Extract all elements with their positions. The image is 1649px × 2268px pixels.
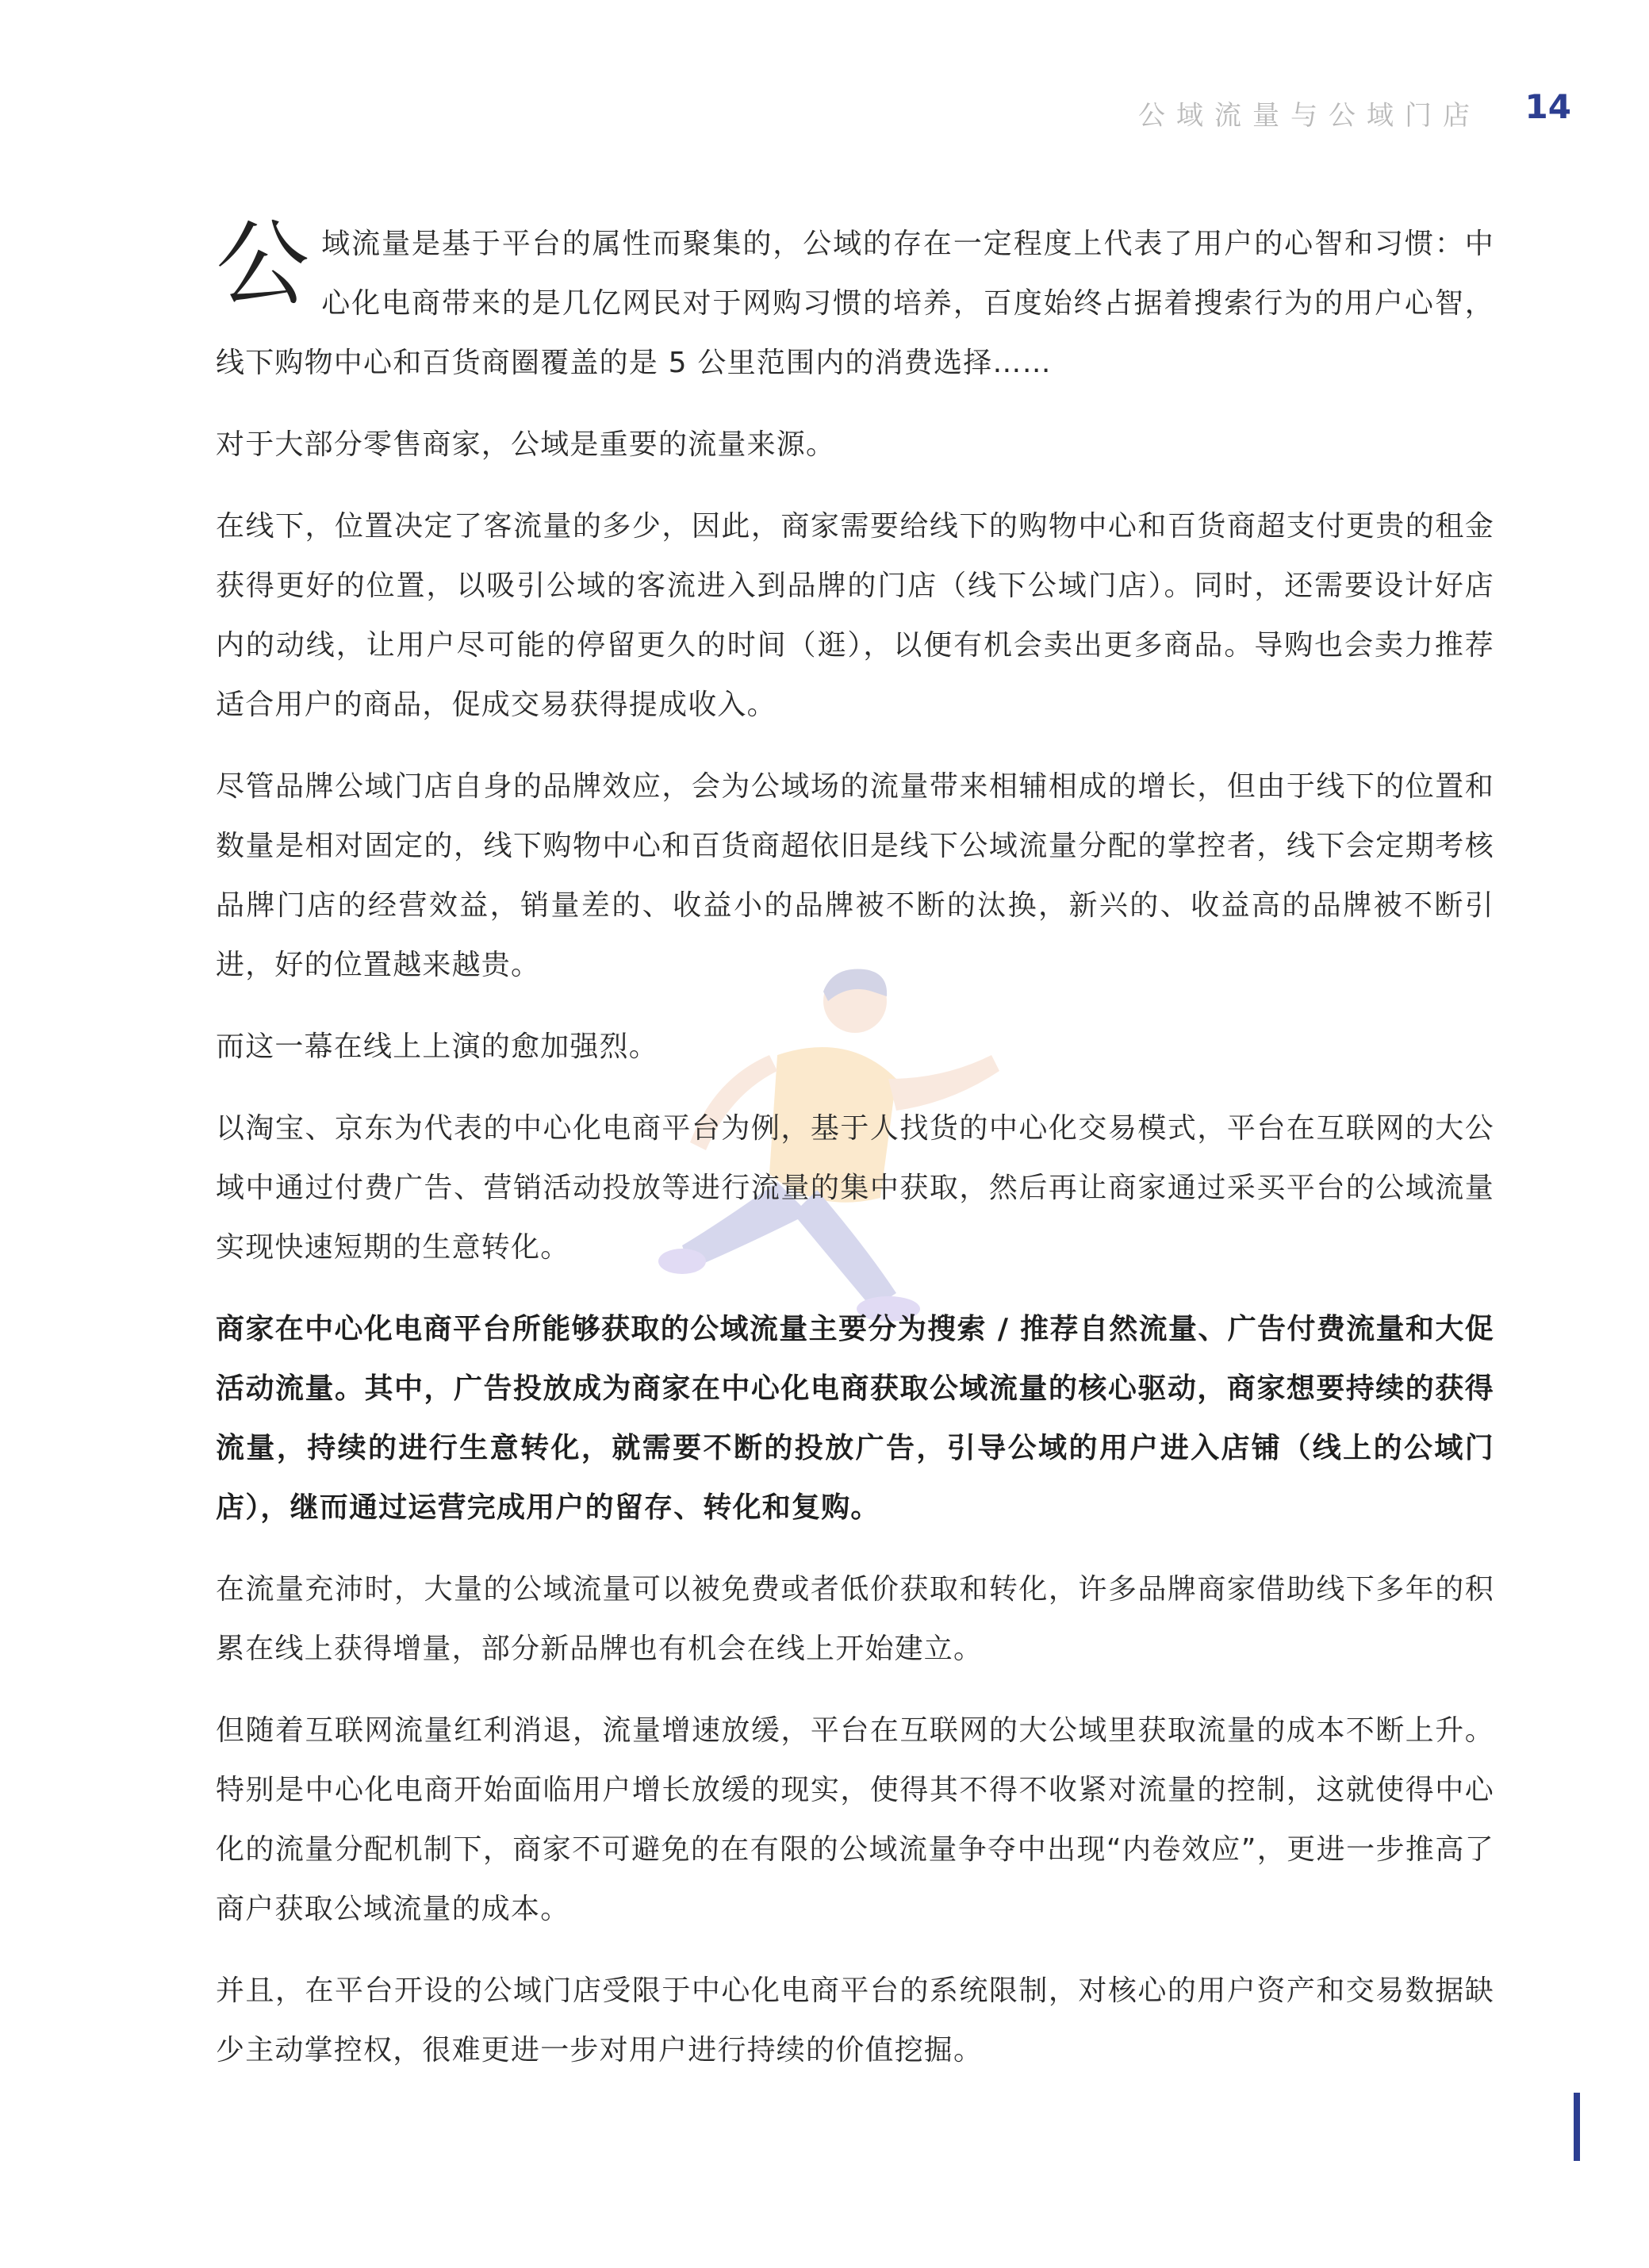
paragraph bbox=[216, 1961, 1494, 2080]
header-title: 公域流量与公域门店 bbox=[1138, 100, 1481, 132]
paragraph-text: 对于大部分零售商家，公域是重要的流量来源。 bbox=[216, 428, 836, 461]
paragraph-text: 以淘宝、京东为代表的中心化电商平台为例，基于人找货的中心化交易模式，平台在互联网的大公域中通过付费广告、营销活动投放等进行流量的集中获取，然后再让商家通过采买平台的公域流量实现快速短期的生意转化。 bbox=[216, 1112, 1494, 1264]
paragraph bbox=[216, 1299, 1494, 1537]
paragraph bbox=[216, 1017, 1494, 1076]
article-body bbox=[216, 209, 1494, 2102]
paragraph-text: 尽管品牌公域门店自身的品牌效应，会为公域场的流量带来相辅相成的增长，但由于线下的位置和数量是相对固定的，线下购物中心和百货商超依旧是线下公域流量分配的掌控者，线下会定期考核品牌门店的经营效益，销量差的、收益小的品牌被不断的汰换，新兴的、收益高的品牌被不断引进，好的位置越来越贵。 bbox=[216, 770, 1494, 981]
paragraph-text: 在流量充沛时，大量的公域流量可以被免费或者低价获取和转化，许多品牌商家借助线下多年的积累在线上获得增量，部分新品牌也有机会在线上开始建立。 bbox=[216, 1573, 1494, 1665]
page-edge-accent-bar bbox=[1574, 2093, 1580, 2161]
paragraph bbox=[216, 1560, 1494, 1679]
paragraph-text: 商家在中心化电商平台所能够获取的公域流量主要分为搜索 / 推荐自然流量、广告付费流量和大促活动流量。其中，广告投放成为商家在中心化电商获取公域流量的核心驱动，商家想要持续的获得流量，持续的进行生意转化，就需要不断的投放广告，引导公域的用户进入店铺（线上的公域门店），继而通过运营完成用户的留存、转化和复购。 bbox=[216, 1313, 1494, 1524]
paragraph bbox=[216, 415, 1494, 474]
paragraph-text: 而这一幕在线上上演的愈加强烈。 bbox=[216, 1030, 659, 1063]
paragraph bbox=[216, 497, 1494, 735]
paragraph-text: 但随着互联网流量红利消退，流量增速放缓，平台在互联网的大公域里获取流量的成本不断上升。特别是中心化电商开始面临用户增长放缓的现实，使得其不得不收紧对流量的控制，这就使得中心化的流量分配机制下，商家不可避免的在有限的公域流量争夺中出现“内卷效应”，更进一步推高了商户获取公域流量的成本。 bbox=[216, 1714, 1494, 1925]
paragraph bbox=[216, 1099, 1494, 1277]
paragraph-text: 并且，在平台开设的公域门店受限于中心化电商平台的系统限制，对核心的用户资产和交易数据缺少主动掌控权，很难更进一步对用户进行持续的价值挖掘。 bbox=[216, 1974, 1494, 2067]
paragraph-text: 域流量是基于平台的属性而聚集的，公域的存在一定程度上代表了用户的心智和习惯：中心化电商带来的是几亿网民对于网购习惯的培养，百度始终占据着搜索行为的用户心智，线下购物中心和百货商圈覆盖的是 5 公里范围内的消费选择…… bbox=[216, 228, 1494, 379]
paragraph bbox=[216, 757, 1494, 995]
paragraph bbox=[216, 1701, 1494, 1939]
page-number: 14 bbox=[1524, 87, 1571, 126]
paragraph bbox=[216, 209, 1494, 393]
dropcap: 公 bbox=[216, 209, 311, 319]
paragraph-text: 在线下，位置决定了客流量的多少，因此，商家需要给线下的购物中心和百货商超支付更贵的租金获得更好的位置，以吸引公域的客流进入到品牌的门店（线下公域门店）。同时，还需要设计好店内的动线，让用户尽可能的停留更久的时间（逛），以便有机会卖出更多商品。导购也会卖力推荐适合用户的商品，促成交易获得提成收入。 bbox=[216, 510, 1494, 721]
